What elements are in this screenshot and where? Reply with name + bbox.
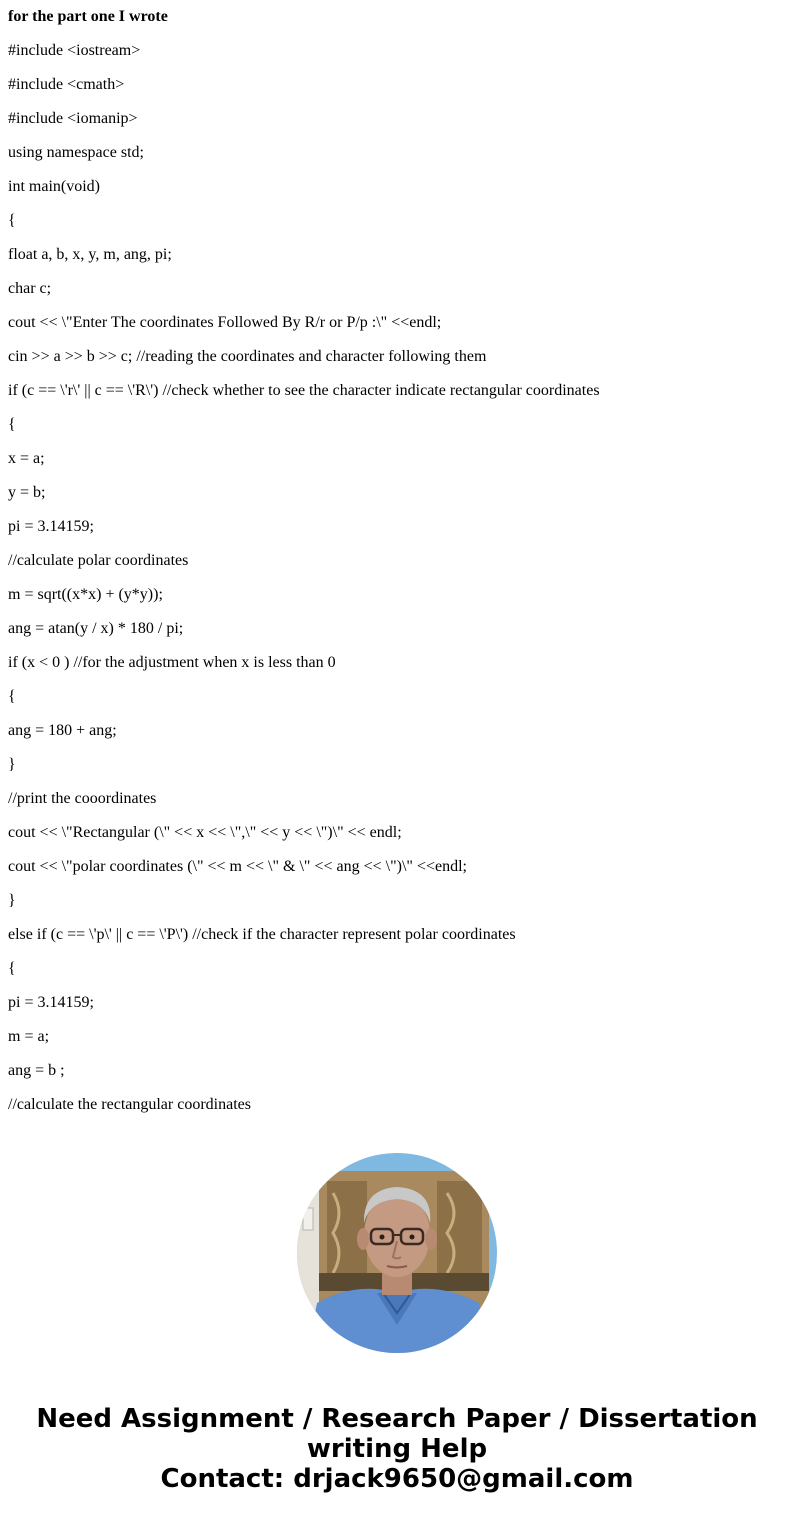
code-line: #include <iostream>	[8, 42, 141, 59]
code-line: x = a;	[8, 450, 45, 467]
code-line: cin >> a >> b >> c; //reading the coordinates and character following them	[8, 348, 487, 365]
code-line: pi = 3.14159;	[8, 994, 94, 1011]
code-line: {	[8, 960, 16, 977]
code-line: ang = atan(y / x) * 180 / pi;	[8, 620, 184, 637]
code-line: {	[8, 416, 16, 433]
code-line: m = sqrt((x*x) + (y*y));	[8, 586, 163, 603]
code-line: cout << \"polar coordinates (\" << m << \" & \" << ang << \")\" <<endl;	[8, 858, 467, 875]
code-line: y = b;	[8, 484, 46, 501]
code-line: }	[8, 892, 16, 909]
promo-line-2: writing Help	[306, 1434, 488, 1464]
code-line: char c;	[8, 280, 52, 297]
code-line: float a, b, x, y, m, ang, pi;	[8, 246, 172, 263]
code-line: pi = 3.14159;	[8, 518, 94, 535]
code-line: m = a;	[8, 1028, 50, 1045]
page-heading: for the part one I wrote	[8, 8, 168, 25]
code-line: if (c == \'r\' || c == \'R\') //check whether to see the character indicate rectangular coordinates	[8, 382, 600, 399]
code-line: #include <cmath>	[8, 76, 125, 93]
code-line: cout << \"Rectangular (\" << x << \",\" << y << \")\" << endl;	[8, 824, 402, 841]
code-line: int main(void)	[8, 178, 100, 195]
code-line: {	[8, 688, 16, 705]
promo-line-3: Contact: drjack9650@gmail.com	[160, 1464, 634, 1494]
code-line: }	[8, 756, 16, 773]
code-line: ang = 180 + ang;	[8, 722, 117, 739]
code-line: //calculate the rectangular coordinates	[8, 1096, 251, 1113]
code-line: {	[8, 212, 16, 229]
code-line: cout << \"Enter The coordinates Followed By R/r or P/p :\" <<endl;	[8, 314, 442, 331]
code-line: #include <iomanip>	[8, 110, 138, 127]
promo-banner	[0, 1404, 794, 1494]
author-photo-illustration	[297, 1153, 497, 1353]
code-line: using namespace std;	[8, 144, 144, 161]
code-line: ang = b ;	[8, 1062, 65, 1079]
code-line: //calculate polar coordinates	[8, 552, 189, 569]
code-line: else if (c == \'p\' || c == \'P\') //check if the character represent polar coordinates	[8, 926, 516, 943]
author-avatar	[297, 1153, 497, 1353]
code-line: //print the cooordinates	[8, 790, 157, 807]
code-line: if (x < 0 ) //for the adjustment when x is less than 0	[8, 654, 336, 671]
promo-line-1: Need Assignment / Research Paper / Dissertation	[36, 1404, 758, 1434]
